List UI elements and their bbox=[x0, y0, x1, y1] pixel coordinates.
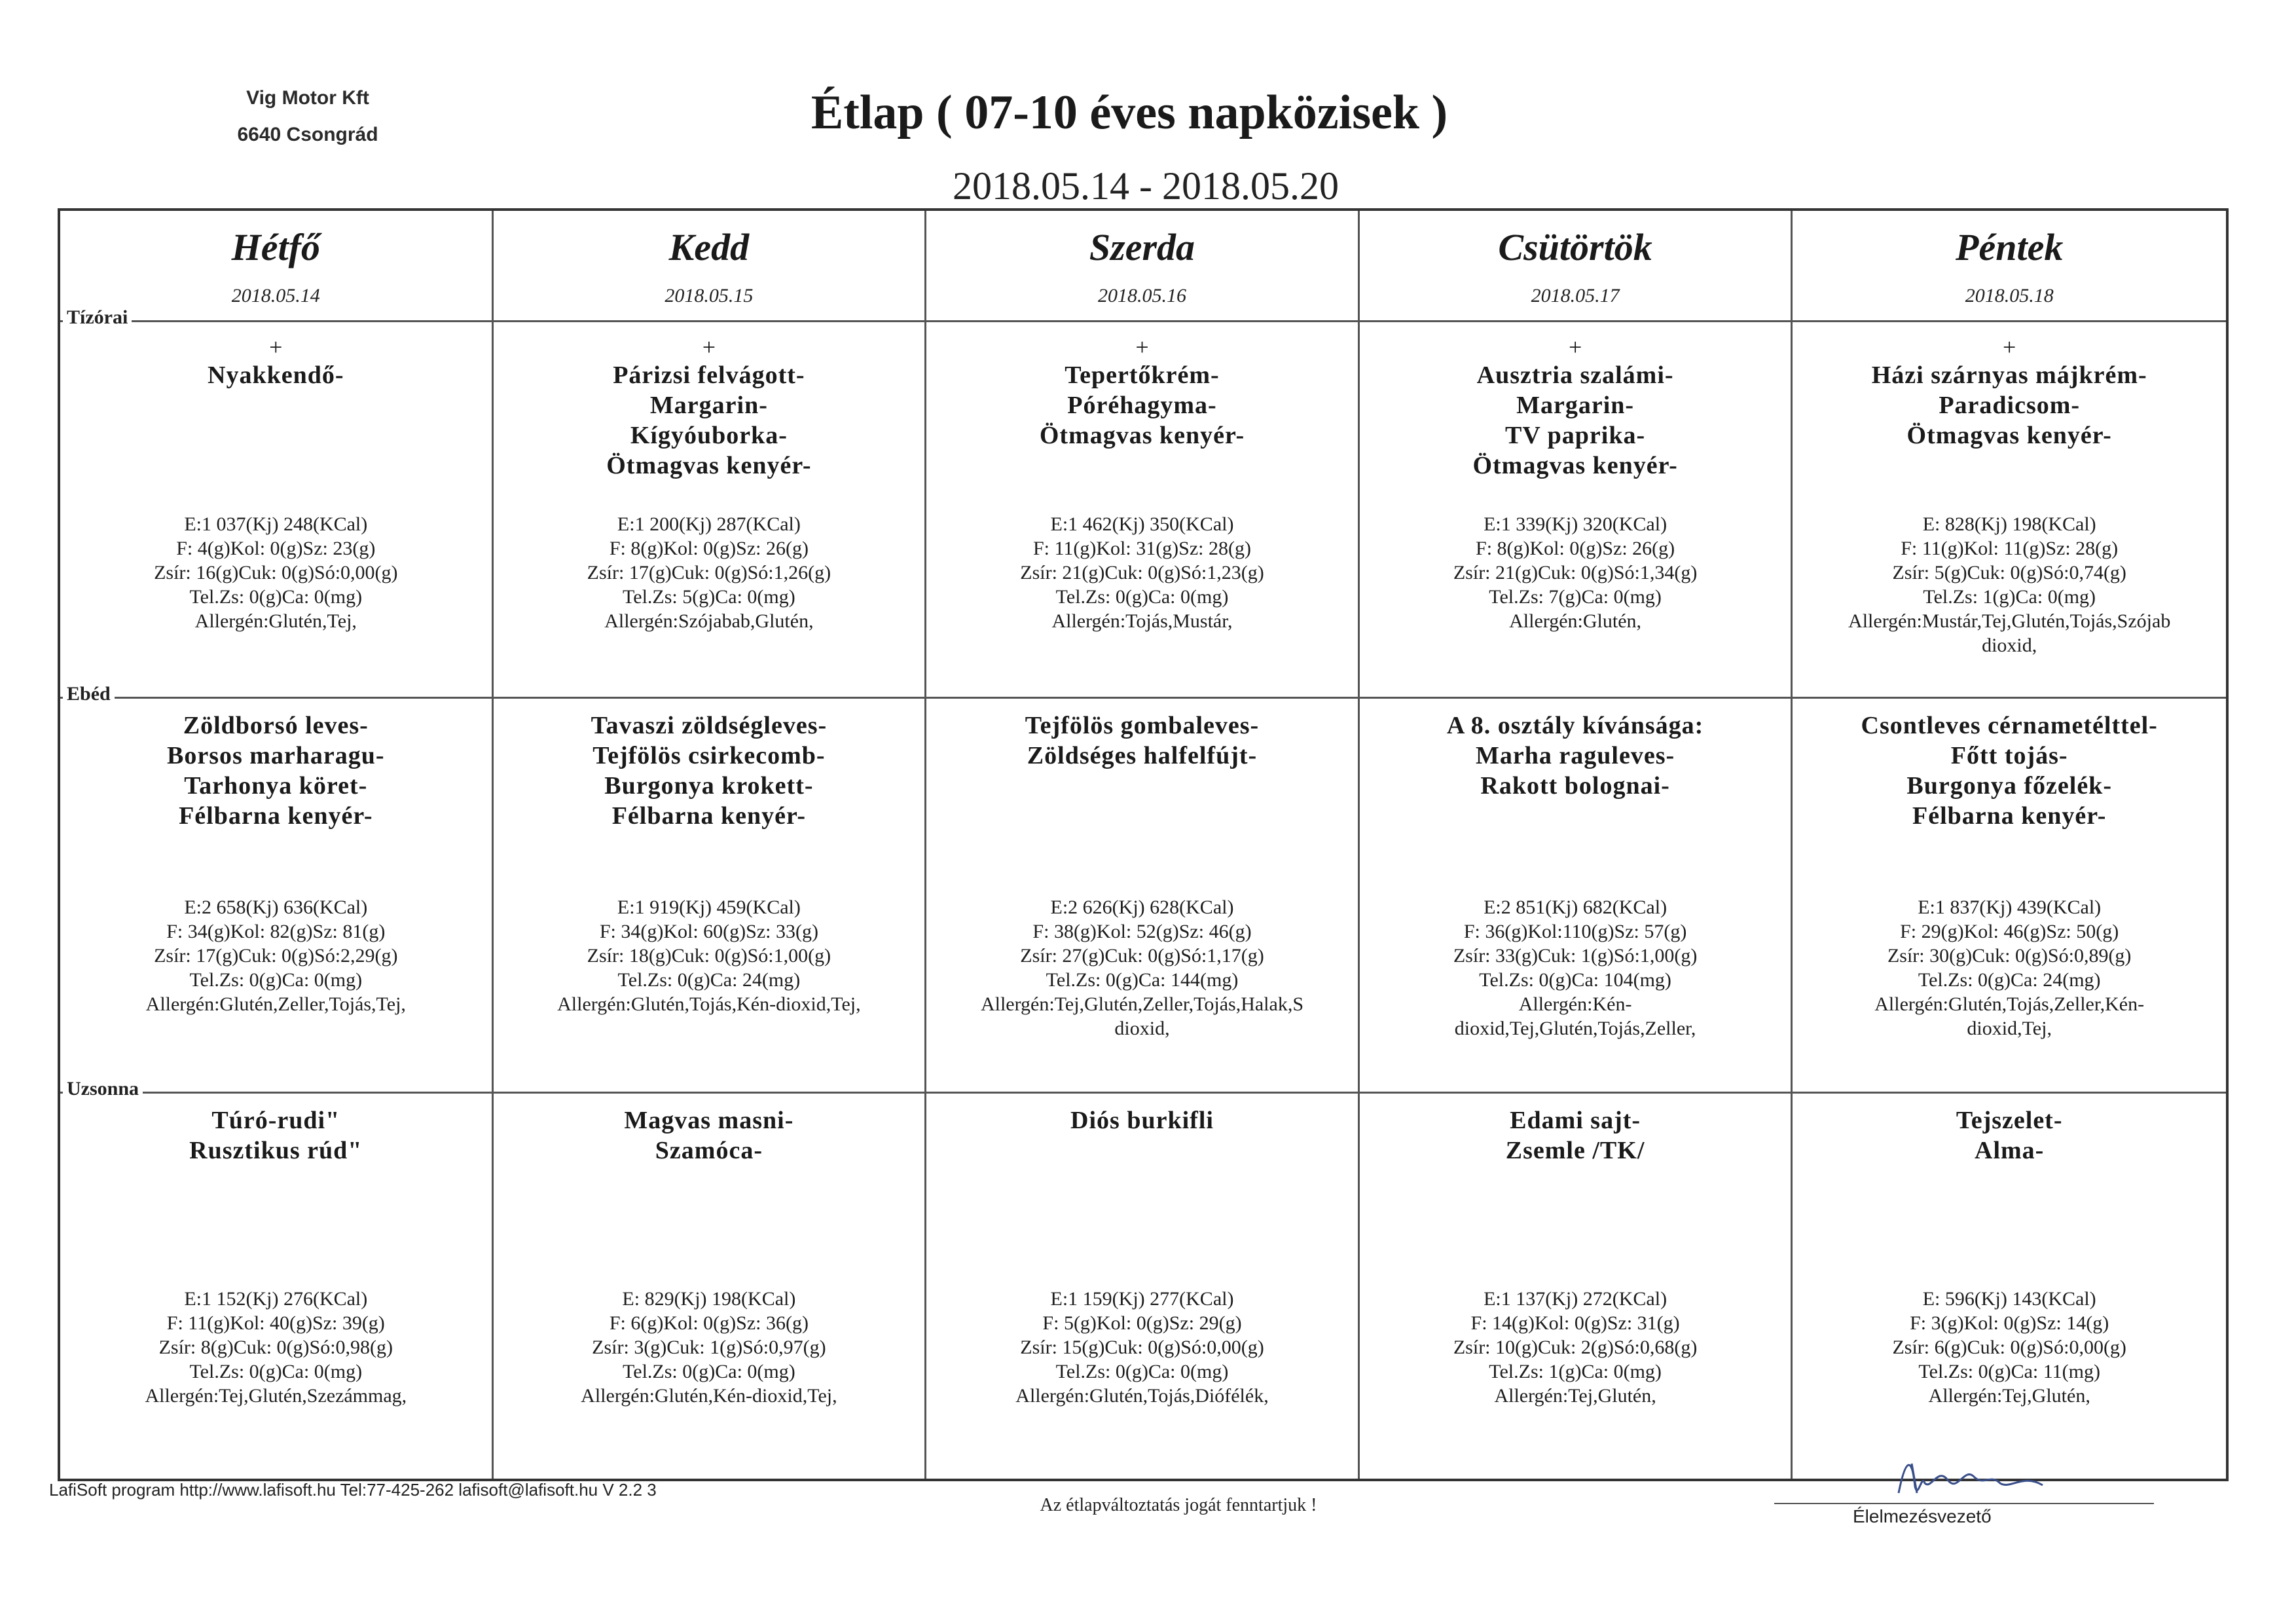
day-name: Kedd bbox=[668, 226, 750, 268]
dish-item: Kígyóuborka- bbox=[630, 422, 788, 449]
nutrition-line: Zsír: 10(g)Cuk: 2(g)Só:0,68(g) bbox=[1453, 1337, 1698, 1358]
dish-item: Póréhagyma- bbox=[1067, 392, 1217, 419]
day-name: Péntek bbox=[1956, 226, 2064, 268]
nutrition-line: Zsír: 21(g)Cuk: 0(g)Só:1,23(g) bbox=[1020, 562, 1264, 583]
dish-item: Paradicsom- bbox=[1939, 392, 2081, 419]
signature-image bbox=[1886, 1447, 2056, 1506]
meal-cell-ebed bbox=[1360, 699, 1793, 1094]
day-date: 2018.05.15 bbox=[665, 285, 754, 306]
nutrition-line: F: 8(g)Kol: 0(g)Sz: 26(g) bbox=[609, 538, 809, 559]
nutrition-line: E:1 037(Kj) 248(KCal) bbox=[184, 513, 368, 535]
nutrition-line: Tel.Zs: 0(g)Ca: 0(mg) bbox=[189, 586, 363, 608]
nutrition-info bbox=[939, 1287, 1345, 1408]
dish-list bbox=[76, 710, 476, 868]
dish-item: Tejfölös csirkecomb- bbox=[592, 742, 826, 769]
meal-cell-tizorai bbox=[926, 322, 1360, 699]
nutrition-line: dioxid,Tej,Glutén,Tojás,Zeller, bbox=[1454, 1018, 1696, 1039]
nutrition-line: E:1 137(Kj) 272(KCal) bbox=[1484, 1288, 1667, 1310]
dish-list bbox=[76, 360, 476, 517]
meal-cell-uzsonna bbox=[60, 1094, 494, 1479]
nutrition-line: Allergén:Szójabab,Glutén, bbox=[604, 610, 814, 632]
meal-cell-tizorai bbox=[60, 322, 494, 699]
dish-item: Túró-rudi" bbox=[211, 1107, 340, 1134]
meal-cell-ebed bbox=[1793, 699, 2226, 1094]
dish-item: Nyakkendő- bbox=[208, 361, 344, 389]
nutrition-line: E:1 200(Kj) 287(KCal) bbox=[617, 513, 801, 535]
nutrition-info bbox=[1806, 512, 2213, 657]
nutrition-info bbox=[73, 1287, 479, 1408]
dish-item: Diós burkifli bbox=[1070, 1107, 1214, 1134]
nutrition-line: Tel.Zs: 0(g)Ca: 11(mg) bbox=[1918, 1361, 2100, 1382]
dish-item: Ausztria szalámi- bbox=[1476, 361, 1674, 389]
nutrition-line: Allergén:Glutén,Tojás,Zeller,Kén- bbox=[1874, 993, 2145, 1015]
nutrition-line: Tel.Zs: 0(g)Ca: 104(mg) bbox=[1479, 969, 1671, 991]
company-name: Vig Motor Kft bbox=[246, 87, 369, 109]
dish-item: Burgonya főzelék- bbox=[1906, 772, 2112, 800]
dish-list bbox=[1808, 360, 2210, 517]
dish-list bbox=[942, 710, 1342, 868]
nutrition-info bbox=[1806, 1287, 2213, 1408]
day-header bbox=[494, 211, 927, 322]
dish-list bbox=[76, 1105, 476, 1263]
nutrition-line: Zsír: 16(g)Cuk: 0(g)Só:0,00(g) bbox=[154, 562, 398, 583]
dish-item: Főtt tojás- bbox=[1950, 742, 2068, 769]
nutrition-line: Allergén:Tej,Glutén,Zeller,Tojás,Halak,S bbox=[980, 993, 1304, 1015]
company-info bbox=[170, 80, 445, 153]
nutrition-info bbox=[939, 895, 1345, 1041]
nutrition-line: Allergén:Mustár,Tej,Glutén,Tojás,Szójab bbox=[1848, 610, 2171, 632]
dish-item: Rakott bolognai- bbox=[1480, 772, 1670, 800]
dish-item: Zsemle /TK/ bbox=[1505, 1137, 1645, 1164]
dish-item: Zöldséges halfelfújt- bbox=[1027, 742, 1258, 769]
dish-item: Tejfölös gombaleves- bbox=[1025, 712, 1260, 739]
nutrition-line: F: 36(g)Kol:110(g)Sz: 57(g) bbox=[1463, 921, 1687, 942]
nutrition-line: Tel.Zs: 0(g)Ca: 24(mg) bbox=[1918, 969, 2101, 991]
menu-table bbox=[58, 208, 2229, 1481]
dish-item: Ötmagvas kenyér- bbox=[1039, 422, 1245, 449]
nutrition-line: Tel.Zs: 5(g)Ca: 0(mg) bbox=[623, 586, 795, 608]
nutrition-line: Zsír: 27(g)Cuk: 0(g)Só:1,17(g) bbox=[1020, 945, 1264, 967]
nutrition-line: Zsír: 17(g)Cuk: 0(g)Só:1,26(g) bbox=[587, 562, 831, 583]
nutrition-info bbox=[1806, 895, 2213, 1041]
nutrition-line: Zsír: 5(g)Cuk: 0(g)Só:0,74(g) bbox=[1892, 562, 2126, 583]
nutrition-line: F: 6(g)Kol: 0(g)Sz: 36(g) bbox=[609, 1312, 809, 1334]
day-date: 2018.05.14 bbox=[231, 285, 320, 306]
nutrition-info bbox=[507, 512, 912, 633]
day-header bbox=[60, 211, 494, 322]
day-date: 2018.05.18 bbox=[1965, 285, 2054, 306]
meal-cell-ebed bbox=[60, 699, 494, 1094]
dish-item: TV paprika- bbox=[1505, 422, 1646, 449]
row-label-ebed: Ebéd bbox=[63, 683, 115, 705]
meal-cell-uzsonna bbox=[926, 1094, 1360, 1479]
dish-item: Ötmagvas kenyér- bbox=[1472, 452, 1678, 479]
nutrition-line: E:1 339(Kj) 320(KCal) bbox=[1484, 513, 1667, 535]
dish-item: Ötmagvas kenyér- bbox=[1906, 422, 2112, 449]
dish-list bbox=[1376, 1105, 1776, 1263]
dish-item: Magvas masni- bbox=[624, 1107, 794, 1134]
nutrition-info bbox=[73, 895, 479, 1016]
nutrition-line: E: 596(Kj) 143(KCal) bbox=[1922, 1288, 2096, 1310]
footer-disclaimer: Az étlapváltoztatás jogát fenntartjuk ! bbox=[1040, 1495, 1317, 1515]
nutrition-line: E:2 658(Kj) 636(KCal) bbox=[184, 896, 368, 918]
nutrition-line: F: 5(g)Kol: 0(g)Sz: 29(g) bbox=[1042, 1312, 1242, 1334]
nutrition-line: Zsír: 30(g)Cuk: 0(g)Só:0,89(g) bbox=[1887, 945, 2132, 967]
nutrition-line: F: 14(g)Kol: 0(g)Sz: 31(g) bbox=[1470, 1312, 1680, 1334]
dish-item: Alma- bbox=[1975, 1137, 2045, 1164]
nutrition-line: Zsír: 8(g)Cuk: 0(g)Só:0,98(g) bbox=[158, 1337, 393, 1358]
nutrition-line: Tel.Zs: 0(g)Ca: 0(mg) bbox=[1055, 586, 1229, 608]
dish-item: Csontleves cérnametélttel- bbox=[1861, 712, 2158, 739]
nutrition-line: E:2 626(Kj) 628(KCal) bbox=[1050, 896, 1234, 918]
day-name: Szerda bbox=[1089, 226, 1195, 268]
nutrition-line: Tel.Zs: 0(g)Ca: 0(mg) bbox=[189, 969, 363, 991]
dish-item: Tarhonya köret- bbox=[184, 772, 368, 800]
meal-cell-tizorai bbox=[1360, 322, 1793, 699]
dish-list bbox=[509, 710, 909, 868]
meal-cell-ebed bbox=[926, 699, 1360, 1094]
nutrition-line: F: 11(g)Kol: 31(g)Sz: 28(g) bbox=[1032, 538, 1251, 559]
dish-list bbox=[1808, 710, 2210, 868]
dish-item: Marha raguleves- bbox=[1476, 742, 1675, 769]
dish-item: Tavaszi zöldségleves- bbox=[591, 712, 828, 739]
nutrition-line: F: 29(g)Kol: 46(g)Sz: 50(g) bbox=[1900, 921, 2119, 942]
nutrition-line: E:1 462(Kj) 350(KCal) bbox=[1050, 513, 1234, 535]
nutrition-line: Zsír: 17(g)Cuk: 0(g)Só:2,29(g) bbox=[154, 945, 398, 967]
day-date: 2018.05.17 bbox=[1531, 285, 1620, 306]
nutrition-line: Tel.Zs: 1(g)Ca: 0(mg) bbox=[1923, 586, 2096, 608]
meal-cell-uzsonna bbox=[1360, 1094, 1793, 1479]
nutrition-line: Allergén:Glutén,Tojás,Kén-dioxid,Tej, bbox=[557, 993, 861, 1015]
day-header bbox=[1793, 211, 2226, 322]
dish-list bbox=[942, 360, 1342, 517]
nutrition-info bbox=[1373, 895, 1778, 1041]
dish-list bbox=[1808, 1105, 2210, 1263]
meal-cell-tizorai bbox=[1793, 322, 2226, 699]
dish-item: Rusztikus rúd" bbox=[189, 1137, 363, 1164]
company-address: 6640 Csongrád bbox=[237, 124, 378, 145]
nutrition-info bbox=[1373, 1287, 1778, 1408]
nutrition-line: F: 34(g)Kol: 60(g)Sz: 33(g) bbox=[599, 921, 818, 942]
nutrition-line: E:1 837(Kj) 439(KCal) bbox=[1918, 896, 2102, 918]
dish-list bbox=[509, 1105, 909, 1263]
dish-list bbox=[942, 1105, 1342, 1263]
nutrition-line: F: 3(g)Kol: 0(g)Sz: 14(g) bbox=[1910, 1312, 2109, 1334]
nutrition-info bbox=[73, 512, 479, 633]
nutrition-line: Allergén:Glutén,Tej, bbox=[194, 610, 357, 632]
plus-sign: + bbox=[702, 334, 716, 360]
nutrition-line: Zsír: 3(g)Cuk: 1(g)Só:0,97(g) bbox=[592, 1337, 826, 1358]
day-name: Hétfő bbox=[231, 226, 320, 268]
nutrition-line: dioxid,Tej, bbox=[1967, 1018, 2052, 1039]
dish-item: Edami sajt- bbox=[1510, 1107, 1641, 1134]
dish-item: Zöldborsó leves- bbox=[183, 712, 369, 739]
meal-cell-ebed bbox=[494, 699, 927, 1094]
page-title: Étlap ( 07-10 éves napközisek ) bbox=[811, 86, 1448, 139]
plus-sign: + bbox=[269, 334, 283, 360]
footer-program-info: LafiSoft program http://www.lafisoft.hu Tel:77-425-262 lafisoft@lafisoft.hu V 2.2 3 bbox=[49, 1480, 657, 1500]
nutrition-line: Zsír: 18(g)Cuk: 0(g)Só:1,00(g) bbox=[587, 945, 831, 967]
dish-item: Félbarna kenyér- bbox=[1912, 802, 2107, 830]
nutrition-line: F: 11(g)Kol: 11(g)Sz: 28(g) bbox=[1901, 538, 2119, 559]
nutrition-line: Zsír: 33(g)Cuk: 1(g)Só:1,00(g) bbox=[1453, 945, 1698, 967]
nutrition-line: Tel.Zs: 0(g)Ca: 24(mg) bbox=[617, 969, 801, 991]
nutrition-line: Zsír: 15(g)Cuk: 0(g)Só:0,00(g) bbox=[1020, 1337, 1264, 1358]
nutrition-line: dioxid, bbox=[1982, 635, 2037, 656]
nutrition-line: Allergén:Glutén,Tojás,Diófélék, bbox=[1015, 1385, 1269, 1407]
nutrition-line: Allergén:Glutén, bbox=[1509, 610, 1642, 632]
nutrition-line: Zsír: 6(g)Cuk: 0(g)Só:0,00(g) bbox=[1892, 1337, 2126, 1358]
nutrition-line: Allergén:Tojás,Mustár, bbox=[1051, 610, 1233, 632]
dish-item: Burgonya krokett- bbox=[604, 772, 814, 800]
dish-item: Házi szárnyas májkrém- bbox=[1871, 361, 2147, 389]
nutrition-line: E:1 152(Kj) 276(KCal) bbox=[184, 1288, 368, 1310]
nutrition-line: F: 11(g)Kol: 40(g)Sz: 39(g) bbox=[166, 1312, 385, 1334]
nutrition-line: F: 38(g)Kol: 52(g)Sz: 46(g) bbox=[1032, 921, 1252, 942]
nutrition-line: Allergén:Glutén,Zeller,Tojás,Tej, bbox=[145, 993, 406, 1015]
nutrition-line: E:2 851(Kj) 682(KCal) bbox=[1484, 896, 1667, 918]
nutrition-info bbox=[1373, 512, 1778, 633]
dish-item: Szamóca- bbox=[655, 1137, 763, 1164]
nutrition-info bbox=[507, 895, 912, 1016]
nutrition-info bbox=[939, 512, 1345, 633]
nutrition-line: Allergén:Tej,Glutén, bbox=[1494, 1385, 1656, 1407]
plus-sign: + bbox=[1135, 334, 1149, 360]
dish-list bbox=[509, 360, 909, 517]
plus-sign: + bbox=[2003, 334, 2016, 360]
dish-item: Margarin- bbox=[649, 392, 768, 419]
nutrition-line: dioxid, bbox=[1114, 1018, 1170, 1039]
nutrition-line: E: 828(Kj) 198(KCal) bbox=[1922, 513, 2096, 535]
dish-item: A 8. osztály kívánsága: bbox=[1446, 712, 1704, 739]
signature-label: Élelmezésvezető bbox=[1853, 1506, 1992, 1526]
menu-period: 2018.05.14 - 2018.05.20 bbox=[953, 164, 1339, 208]
dish-item: Borsos marharagu- bbox=[166, 742, 385, 769]
nutrition-line: Tel.Zs: 0(g)Ca: 0(mg) bbox=[1055, 1361, 1229, 1382]
dish-list bbox=[1376, 710, 1776, 868]
dish-item: Tepertőkrém- bbox=[1065, 361, 1220, 389]
plus-sign: + bbox=[1568, 334, 1582, 360]
nutrition-info bbox=[507, 1287, 912, 1408]
day-name: Csütörtök bbox=[1498, 226, 1652, 268]
dish-item: Félbarna kenyér- bbox=[611, 802, 807, 830]
dish-item: Ötmagvas kenyér- bbox=[606, 452, 812, 479]
nutrition-line: Tel.Zs: 0(g)Ca: 144(mg) bbox=[1046, 969, 1239, 991]
nutrition-line: F: 8(g)Kol: 0(g)Sz: 26(g) bbox=[1476, 538, 1675, 559]
nutrition-line: Allergén:Kén- bbox=[1518, 993, 1632, 1015]
nutrition-line: E: 829(Kj) 198(KCal) bbox=[622, 1288, 796, 1310]
day-date: 2018.05.16 bbox=[1097, 285, 1186, 306]
row-label-uzsonna: Uzsonna bbox=[63, 1078, 143, 1100]
meal-cell-uzsonna bbox=[1793, 1094, 2226, 1479]
nutrition-line: Zsír: 21(g)Cuk: 0(g)Só:1,34(g) bbox=[1453, 562, 1698, 583]
dish-item: Párizsi felvágott- bbox=[613, 361, 805, 389]
row-label-tizorai: Tízórai bbox=[63, 306, 132, 329]
nutrition-line: Allergén:Glutén,Kén-dioxid,Tej, bbox=[581, 1385, 837, 1407]
nutrition-line: Tel.Zs: 1(g)Ca: 0(mg) bbox=[1489, 1361, 1662, 1382]
nutrition-line: E:1 159(Kj) 277(KCal) bbox=[1050, 1288, 1234, 1310]
nutrition-line: F: 4(g)Kol: 0(g)Sz: 23(g) bbox=[176, 538, 376, 559]
nutrition-line: Tel.Zs: 0(g)Ca: 0(mg) bbox=[189, 1361, 363, 1382]
nutrition-line: E:1 919(Kj) 459(KCal) bbox=[617, 896, 801, 918]
dish-item: Félbarna kenyér- bbox=[179, 802, 373, 830]
nutrition-line: Tel.Zs: 0(g)Ca: 0(mg) bbox=[623, 1361, 795, 1382]
nutrition-line: Tel.Zs: 7(g)Ca: 0(mg) bbox=[1489, 586, 1662, 608]
nutrition-line: Allergén:Tej,Glutén, bbox=[1928, 1385, 2090, 1407]
nutrition-line: F: 34(g)Kol: 82(g)Sz: 81(g) bbox=[166, 921, 386, 942]
dish-list bbox=[1376, 360, 1776, 517]
dish-item: Tejszelet- bbox=[1956, 1107, 2063, 1134]
nutrition-line: Allergén:Tej,Glutén,Szezámmag, bbox=[145, 1385, 407, 1407]
meal-cell-uzsonna bbox=[494, 1094, 927, 1479]
dish-item: Margarin- bbox=[1516, 392, 1635, 419]
meal-cell-tizorai bbox=[494, 322, 927, 699]
day-header bbox=[1360, 211, 1793, 322]
day-header bbox=[926, 211, 1360, 322]
